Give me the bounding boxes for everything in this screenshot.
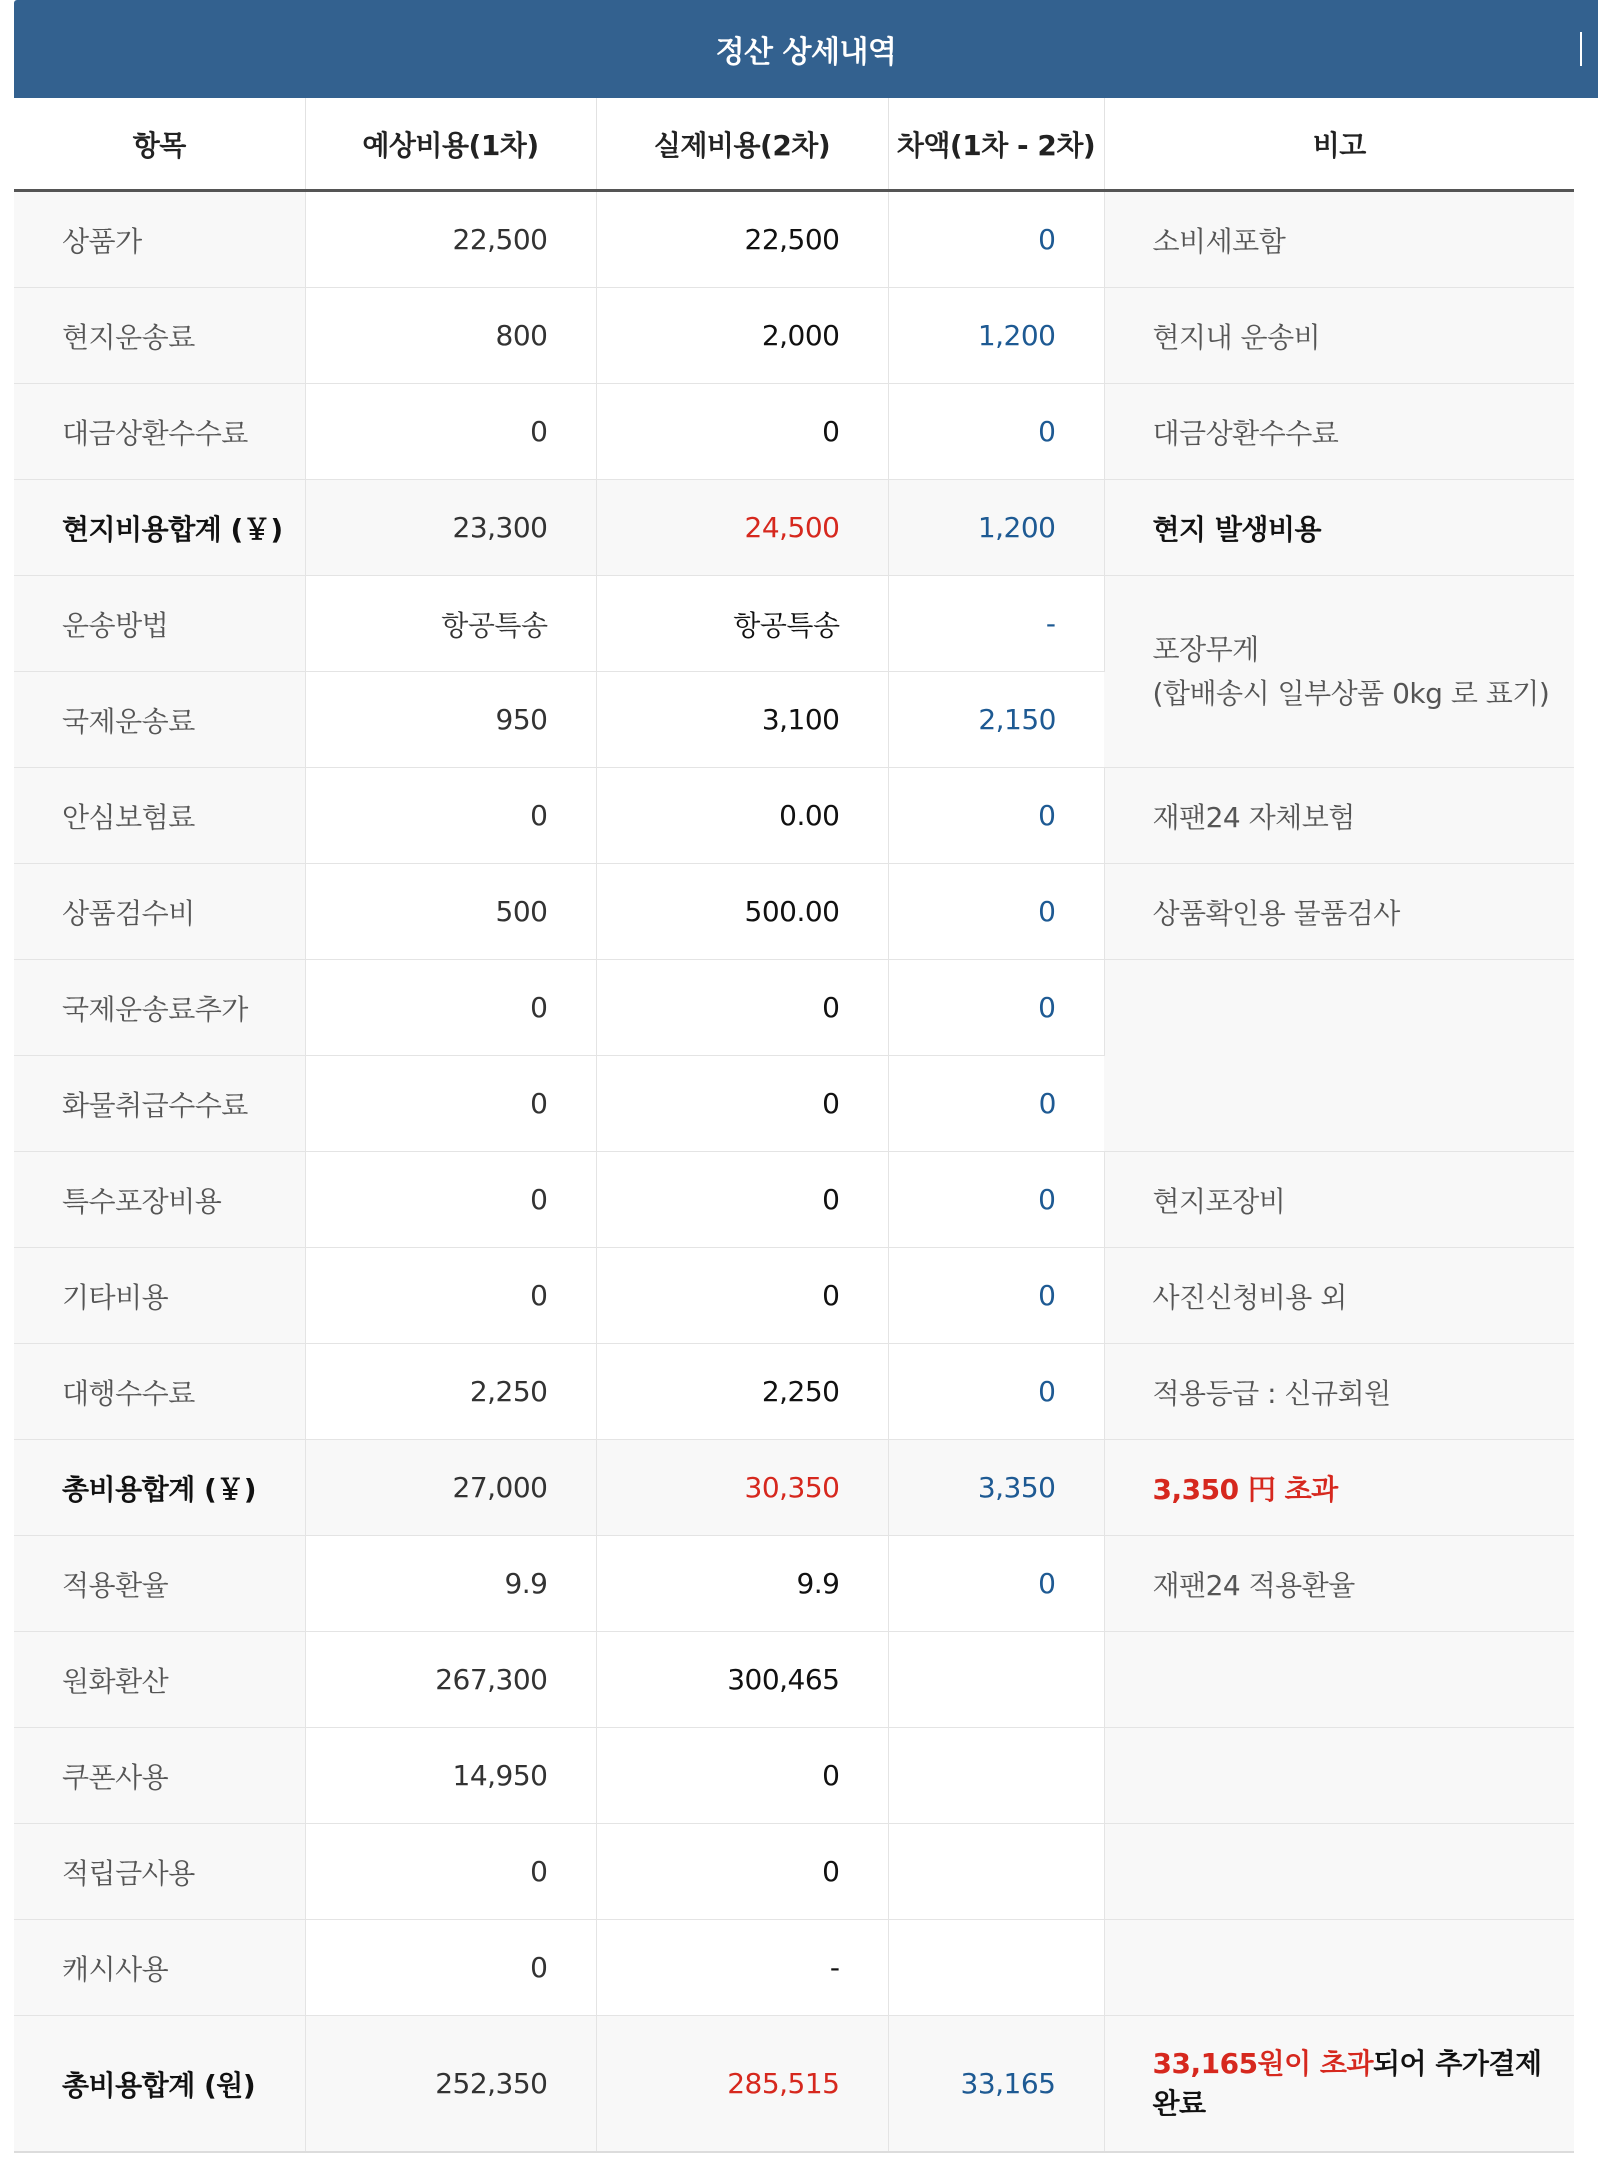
row-note: 현지포장비 [1104,1152,1574,1248]
header-estimated: 예상비용(1차) [305,98,596,191]
row-item: 국제운송료 [14,672,305,768]
table-row-subtotal-local [14,480,1574,576]
row-difference: 33,165 [888,2016,1104,2153]
table-row-total-yen [14,1440,1574,1536]
row-item: 국제운송료추가 [14,960,305,1056]
table-row-total-krw [14,2016,1574,2153]
note-line: 포장무게 [1152,632,1259,666]
row-estimated: 950 [305,672,596,768]
row-estimated: 0 [305,1920,596,2016]
row-actual: 0 [596,1248,888,1344]
row-difference: 1,200 [888,480,1104,576]
row-actual: 24,500 [596,480,888,576]
row-item: 총비용합계 (￥) [14,1440,305,1536]
row-item: 안심보험료 [14,768,305,864]
note-highlight: 33,165원이 초과 [1152,2046,1373,2080]
row-difference: 0 [888,864,1104,960]
row-item: 현지비용합계 (￥) [14,480,305,576]
row-item: 적립금사용 [14,1824,305,1920]
row-actual: - [596,1920,888,2016]
row-estimated: 22,500 [305,191,596,288]
row-difference: 0 [888,768,1104,864]
row-actual: 285,515 [596,2016,888,2153]
row-difference: 3,350 [888,1440,1104,1536]
table-row [14,960,1574,1056]
row-difference: - [888,576,1104,672]
row-estimated: 0 [305,384,596,480]
row-actual: 항공특송 [596,576,888,672]
panel-title: 정산 상세내역 [715,35,897,70]
row-item: 총비용합계 (원) [14,2016,305,2153]
row-estimated: 23,300 [305,480,596,576]
table-row [14,1344,1574,1440]
row-note: 현지내 운송비 [1104,288,1574,384]
row-note-final [1104,2016,1574,2153]
table-row [14,384,1574,480]
row-item: 적용환율 [14,1536,305,1632]
row-difference: 0 [888,1056,1104,1152]
row-estimated: 2,250 [305,1344,596,1440]
row-note-empty [1104,960,1574,1152]
row-difference [888,1632,1104,1728]
row-item: 대금상환수수료 [14,384,305,480]
panel-title-bar [14,0,1598,98]
row-note: 대금상환수수료 [1104,384,1574,480]
row-difference [888,1920,1104,2016]
row-item: 특수포장비용 [14,1152,305,1248]
row-item: 화물취급수수료 [14,1056,305,1152]
row-estimated: 14,950 [305,1728,596,1824]
row-note: 사진신청비용 외 [1104,1248,1574,1344]
row-difference: 0 [888,1152,1104,1248]
row-note: 적용등급 : 신규회원 [1104,1344,1574,1440]
row-actual: 2,250 [596,1344,888,1440]
table-row [14,1632,1574,1728]
row-estimated: 0 [305,768,596,864]
row-difference: 2,150 [888,672,1104,768]
row-item: 상품검수비 [14,864,305,960]
row-item: 현지운송료 [14,288,305,384]
row-actual: 0 [596,384,888,480]
row-difference: 1,200 [888,288,1104,384]
row-estimated: 0 [305,1152,596,1248]
table-row [14,1824,1574,1920]
header-note: 비고 [1104,98,1574,191]
table-row [14,288,1574,384]
row-estimated: 항공특송 [305,576,596,672]
row-actual: 0 [596,1824,888,1920]
row-item: 대행수수료 [14,1344,305,1440]
note-rest: 되어 추가결제완료 [1152,2046,1542,2120]
table-row [14,1728,1574,1824]
row-note-package-weight [1104,576,1574,768]
table-row [14,768,1574,864]
row-actual: 3,100 [596,672,888,768]
header-actual: 실제비용(2차) [596,98,888,191]
table-row [14,576,1574,672]
row-actual: 0 [596,960,888,1056]
row-note: 재팬24 적용환율 [1104,1536,1574,1632]
row-actual: 0 [596,1056,888,1152]
row-note [1104,1728,1574,1824]
row-estimated: 500 [305,864,596,960]
table-row [14,1248,1574,1344]
row-note [1104,1824,1574,1920]
row-actual: 2,000 [596,288,888,384]
row-difference: 0 [888,384,1104,480]
row-difference: 0 [888,1248,1104,1344]
row-estimated: 800 [305,288,596,384]
row-actual: 300,465 [596,1632,888,1728]
row-estimated: 9.9 [305,1536,596,1632]
row-difference: 0 [888,960,1104,1056]
row-actual: 500.00 [596,864,888,960]
row-difference: 0 [888,1536,1104,1632]
row-difference: 0 [888,1344,1104,1440]
row-estimated: 0 [305,960,596,1056]
row-actual: 0.00 [596,768,888,864]
row-item: 운송방법 [14,576,305,672]
settlement-table [14,98,1574,2153]
row-estimated: 0 [305,1824,596,1920]
table-row [14,191,1574,288]
row-item: 캐시사용 [14,1920,305,2016]
row-estimated: 27,000 [305,1440,596,1536]
text-cursor [1580,32,1582,66]
table-row [14,1152,1574,1248]
row-note: 현지 발생비용 [1104,480,1574,576]
row-note [1104,1632,1574,1728]
header-item: 항목 [14,98,305,191]
row-item: 쿠폰사용 [14,1728,305,1824]
table-row [14,1536,1574,1632]
row-actual: 9.9 [596,1536,888,1632]
table-row [14,864,1574,960]
row-estimated: 0 [305,1248,596,1344]
row-note: 소비세포함 [1104,191,1574,288]
row-item: 상품가 [14,191,305,288]
row-actual: 0 [596,1152,888,1248]
header-difference: 차액(1차 - 2차) [888,98,1104,191]
row-actual: 30,350 [596,1440,888,1536]
row-item: 기타비용 [14,1248,305,1344]
row-note: 상품확인용 물품검사 [1104,864,1574,960]
row-difference: 0 [888,191,1104,288]
row-note [1104,1920,1574,2016]
row-item: 원화환산 [14,1632,305,1728]
note-line: (합배송시 일부상품 0kg 로 표기) [1152,676,1550,710]
row-difference [888,1728,1104,1824]
row-note: 3,350 円 초과 [1104,1440,1574,1536]
row-estimated: 252,350 [305,2016,596,2153]
table-header-row [14,98,1574,191]
row-difference [888,1824,1104,1920]
row-actual: 22,500 [596,191,888,288]
row-note: 재팬24 자체보험 [1104,768,1574,864]
row-actual: 0 [596,1728,888,1824]
row-estimated: 0 [305,1056,596,1152]
table-row [14,1920,1574,2016]
row-estimated: 267,300 [305,1632,596,1728]
